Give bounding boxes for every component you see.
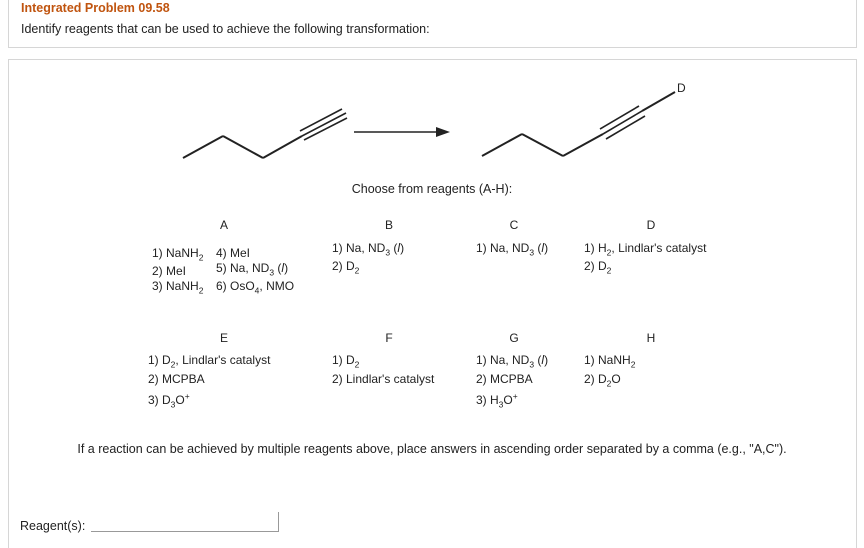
reagent-a-step-4: 4) MeI [216, 246, 251, 260]
reagent-letter-e: E [219, 331, 228, 345]
reagent-g-step-2: 2) MCPBA [476, 372, 533, 386]
reagent-g-step-1: 1) Na, $ND_3$ (l) [476, 353, 549, 370]
reagent-f-step-1: 1) $D_2$ [332, 353, 360, 370]
reagent-d-step-1: 1) $H_2$, Lindlar's catalyst [584, 241, 707, 258]
reaction-scheme [0, 0, 864, 170]
reagent-a-step-1: 1) NaNH$_2$ [152, 246, 204, 263]
reagent-d-step-2: 2) $D_2$ [584, 259, 612, 276]
starting-alkyne [183, 109, 347, 158]
reagent-b-step-1: 1) Na, $ND_3$ (l) [332, 241, 405, 258]
answer-instructions: If a reaction can be achieved by multiple reagents above, place answers in ascending order separated by a comma (e.g., "A,C"). [77, 442, 787, 456]
reagent-c-step-1: 1) Na, $ND_3$ (l) [476, 241, 549, 258]
reagents-answer-input[interactable] [91, 512, 279, 532]
problem-prompt: Identify reagents that can be used to achieve the following transformation: [21, 22, 430, 36]
reagent-e-step-1: 1) $D_2$, Lindlar's catalyst [148, 353, 271, 370]
product-deuterated-alkyne [482, 92, 675, 156]
reagent-e-step-2: 2) MCPBA [148, 372, 205, 386]
problem-title: Integrated Problem 09.58 [21, 1, 170, 15]
reaction-arrow [354, 127, 450, 137]
reagent-letter-g: G [509, 331, 519, 345]
reagent-letter-h: H [646, 331, 656, 345]
reagent-letter-a: A [219, 218, 228, 232]
reagent-letter-f: F [385, 331, 393, 345]
reagent-a-step-6: 6) OsO$_4$, NMO [216, 279, 295, 296]
deuterium-label: D [677, 81, 686, 95]
choose-text: Choose from reagents (A-H): [351, 182, 513, 196]
reagents-answer-label: Reagent(s): [20, 519, 86, 533]
reagent-e-step-3: 3) $D_3O^+$ [148, 391, 190, 410]
reagent-letter-c: C [509, 218, 519, 232]
reagent-a-step-3: 3) NaNH$_2$ [152, 279, 204, 296]
reagent-f-step-2: 2) Lindlar's catalyst [332, 372, 435, 386]
reagent-letter-d: D [646, 218, 656, 232]
reagent-letter-b: B [384, 218, 393, 232]
reagent-g-step-3: 3) $H_3O^+$ [476, 391, 518, 410]
reagent-a-step-5: 5) Na, $ND_3$ (l) [216, 261, 289, 278]
reagent-a-step-2: 2) MeI [152, 264, 187, 278]
reagent-h-step-1: 1) NaNH$_2$ [584, 353, 636, 370]
reagent-h-step-2: 2) $D_2O$ [584, 372, 621, 389]
reagent-b-step-2: 2) $D_2$ [332, 259, 360, 276]
